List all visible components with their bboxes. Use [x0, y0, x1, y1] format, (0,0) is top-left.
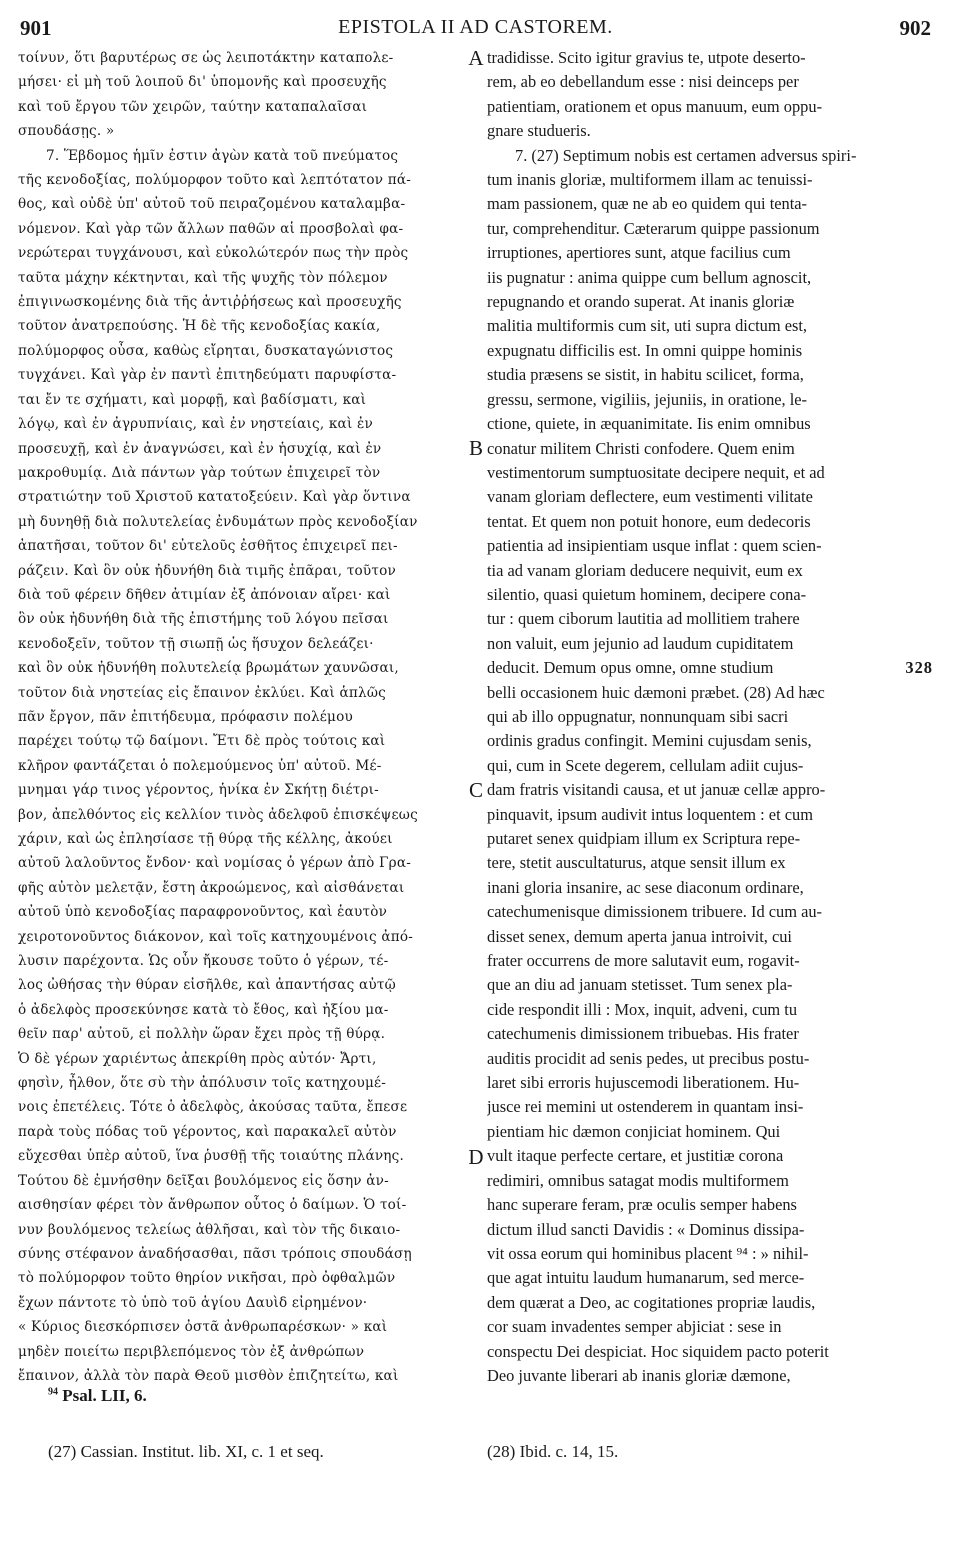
- latin-text-line: qui ab illo oppugnatur, nonnunquam sibi sacri: [487, 706, 789, 726]
- greek-text-line: παρὰ τοὺς πόδας τοῦ γέροντος, καὶ παρακαλεῖ αὐτὸν: [18, 1123, 397, 1140]
- greek-text-line: διὰ τοῦ φέρειν δῆθεν ἀτιμίαν ἐξ ἀπόνοιαν αἴρει· καὶ: [18, 586, 391, 603]
- latin-text-line: jusce rei memini ut ostenderem in quantam insi-: [487, 1097, 804, 1117]
- latin-text-line: redimiri, omnibus satagat modis multiformem: [487, 1170, 789, 1190]
- footnote-94-text: Psal. LII, 6.: [62, 1386, 147, 1405]
- greek-text-line: σπουδάσῃς. »: [18, 123, 115, 140]
- latin-text-line: frater occurrens de more salutavit eum, rogavit-: [487, 951, 800, 971]
- greek-text-line: ἀπατῆσαι, τοῦτον δι' εὐτελοῦς ἐσθῆτος ἐπιχειρεῖ πει-: [18, 538, 398, 555]
- latin-text-line: cide respondit illi : Mox, inquit, adveni, cum tu: [487, 999, 798, 1019]
- greek-text-line: μὴ δυνηθῇ διὰ πολυτελείας ἐνδυμάτων πρὸς κενοδοξίαν: [18, 513, 418, 530]
- latin-text-line: gnare studueris.: [487, 121, 591, 141]
- column-marker-number: 328: [905, 658, 933, 678]
- greek-text-line: χάριν, καὶ ὡς ἐπλησίασε τῇ θύρᾳ τῆς κέλλης, ἀκούει: [18, 831, 393, 847]
- latin-text-line: vult itaque perfecte certare, et justitiæ corona: [487, 1146, 784, 1166]
- latin-text-line: vestimentorum sumptuositate decipere nequit, et ad: [487, 462, 825, 482]
- latin-text-line: repugnando et orando superat. At inanis gloriæ: [487, 292, 795, 312]
- latin-text-line: rem, ab eo debellandum esse : nisi deinceps per: [487, 72, 799, 92]
- greek-text-line: τοῦτον διὰ νηστείας εἰς ἔπαινον ἐκλύει. Καὶ ἁπλῶς: [18, 684, 386, 701]
- greek-text-line: Ὁ δὲ γέρων χαριέντως ἀπεκρίθη πρὸς αὐτόν· Ἄρτι,: [18, 1050, 377, 1067]
- greek-text-line: ται ἔν τε σχήματι, καὶ μορφῇ, καὶ βαδίσματι, καὶ: [18, 391, 367, 408]
- latin-text-line: tur, comprehenditur. Cæterarum quippe passionum: [487, 218, 820, 238]
- greek-text-line: θος, καὶ οὐδὲ ὑπ' αὐτοῦ τοῦ πειραζομένου καταλαμβα-: [18, 196, 406, 213]
- latin-text-column: [487, 46, 935, 1388]
- latin-text-line: inani gloria insanire, ac sese diaconum ordinare,: [487, 877, 804, 897]
- greek-text-line: τῆς κενοδοξίας, πολύμορφον τοῦτο καὶ λεπτότατον πά-: [18, 172, 412, 189]
- footnote-28: (28) Ibid. c. 14, 15.: [487, 1442, 619, 1461]
- greek-text-line: Τούτου δὲ ἐμνήσθην δεῖξαι βουλόμενος εἰς ὅσην ἀν-: [18, 1172, 389, 1189]
- greek-text-line: αὐτοῦ λαλοῦντος ἔνδον· καὶ νομίσας ὁ γέρων ἀπὸ Γρα-: [18, 855, 412, 872]
- latin-text-line: studia præsens se sistit, in habitu scilicet, forma,: [487, 365, 804, 385]
- latin-text-line: vit ossa eorum qui hominibus placent ⁹⁴ : » nihil-: [487, 1243, 809, 1263]
- greek-text-line: σύνης στέφανον ἀναδήσασθαι, πᾶσι τρόποις σπουδάσῃ: [18, 1245, 412, 1262]
- latin-text-line: Deo juvante liberari ab inanis gloriæ dæmone,: [487, 1365, 791, 1385]
- latin-text-line: conatur militem Christi confodere. Quem enim: [487, 438, 795, 458]
- greek-text-line: τοῦτον ἀνατρεπούσης. Ἡ δὲ τῆς κενοδοξίας κακία,: [18, 318, 381, 335]
- greek-text-line: πᾶν ἔργον, πᾶν ἐπιτήδευμα, πρόφασιν πολέμου: [18, 708, 353, 725]
- greek-text-line: τὸ πολύμορφον τοῦτο θηρίον νικῆσαι, πρὸ ὀφθαλμῶν: [18, 1270, 396, 1287]
- latin-text-line: auditis procidit ad senis pedes, ut precibus postu-: [487, 1048, 810, 1068]
- greek-text-line: ράζειν. Καὶ ὃν οὐκ ἠδυνήθη διὰ τιμῆς ἐπᾶραι, τοῦτον: [18, 562, 396, 579]
- latin-text-line: dem quærat a Deo, ac cogitationes propriæ laudis,: [487, 1292, 816, 1312]
- latin-text-line: patientiam, orationem et opus manuum, eum oppu-: [487, 96, 823, 116]
- latin-text-line: iis pugnatur : anima quippe cum bellum agnoscit,: [487, 267, 812, 287]
- margin-letter-d: D: [468, 1145, 484, 1169]
- greek-text-line: ἔχων πάντοτε τὸ ὑπὸ τοῦ ἁγίου Δαυὶδ εἰρημένον·: [18, 1294, 368, 1311]
- greek-text-line: θεῖν παρ' αὐτοῦ, εἰ πολλὴν ὥραν ἔχει πρὸς τῇ θύρᾳ.: [18, 1026, 386, 1043]
- greek-text-line: λόγῳ, καὶ ἐν ἀγρυπνίαις, καὶ ἐν νηστείαις, καὶ ἐν: [18, 416, 373, 433]
- latin-text-line: dam fratris visitandi causa, et ut januæ cellæ appro-: [487, 780, 826, 800]
- latin-text-line: catechumenis dimissionem tribuebas. His frater: [487, 1024, 799, 1044]
- greek-text-line: εὔχεσθαι ὑπὲρ αὐτοῦ, ἵνα ῥυσθῇ τῆς τοιαύτης πλάνης.: [18, 1148, 404, 1165]
- latin-text-line: expugnatu difficilis est. In omni quippe hominis: [487, 340, 803, 360]
- footnote-27: (27) Cassian. Institut. lib. XI, c. 1 et seq.: [48, 1442, 324, 1461]
- latin-text-line: ctione, quiete, in æquanimitate. Iis enim omnibus: [487, 414, 811, 434]
- latin-text-line: deducit. Demum opus omne, omne studium 328: [487, 656, 935, 680]
- footnote-94-mark: 94: [48, 1386, 58, 1398]
- greek-text-line: « Κύριος διεσκόρπισεν ὀστᾶ ἀνθρωπαρέσκων· » καὶ: [18, 1319, 388, 1336]
- latin-text-line: ordinis gradus confingit. Memini cujusdam senis,: [487, 731, 812, 751]
- greek-text-line: λυσιν παρέχοντα. Ὡς οὖν ἤκουσε τοῦτο ὁ γέρων, τέ-: [18, 953, 389, 970]
- greek-text-line: μνημαι γάρ τινος γέροντος, ἡνίκα ἐν Σκήτῃ διέτρι-: [18, 782, 379, 799]
- page-header: [20, 10, 931, 44]
- greek-text-line: αὐτοῦ ὑπὸ κενοδοξίας παραφρονοῦντος, καὶ ἑαυτὸν: [18, 904, 388, 921]
- greek-text-line: καὶ τοῦ ἔργου τῶν χειρῶν, ταύτην καταπαλαῖσαι: [18, 98, 368, 115]
- latin-text-line: cor suam invadentes semper abjiciat : sese in: [487, 1317, 782, 1337]
- greek-text-line: κλῆρον φαντάζεται ὁ πολεμούμενος ὑπ' αὐτοῦ. Μέ-: [18, 757, 382, 774]
- page-number-right: 902: [899, 16, 931, 40]
- greek-text-line: ταῦτα μάχην κέκτηνται, καὶ τῆς ψυχῆς τὸν πόλεμον: [18, 269, 388, 286]
- greek-text-column: [18, 46, 462, 1388]
- greek-text-line: προσευχῇ, καὶ ἐν ἀναγνώσει, καὶ ἐν ἡσυχίᾳ, καὶ ἐν: [18, 440, 382, 457]
- latin-text-line: conspectu Dei despiciat. Hoc siquidem pacto poterit: [487, 1341, 829, 1361]
- latin-text-line: catechumenisque dimissionem tribuere. Id cum au-: [487, 902, 822, 922]
- latin-text-line: gressu, sermone, vigiliis, jejuniis, in oratione, le-: [487, 389, 808, 409]
- greek-text-line: 7. Ἕβδομος ἡμῖν ἐστιν ἀγὼν κατὰ τοῦ πνεύματος: [46, 147, 399, 164]
- greek-text-line: τυγχάνει. Καὶ γὰρ ἐν παντὶ ἐπιτηδεύματι παρυφίστα-: [18, 367, 397, 384]
- latin-text-line: silentio, quasi quietum hominem, decipere cona-: [487, 584, 807, 604]
- greek-text-line: ὁ ἀδελφὸς προσεκύνησε κατὰ τὸ ἔθος, καὶ ἠξίου μα-: [18, 1001, 389, 1018]
- greek-text-line: νερώτεραι τυγχάνουσι, καὶ εὐκολώτερόν πως τὴν πρὸς: [18, 245, 409, 262]
- latin-text-line: putaret senex quidpiam illum ex Scriptura repe-: [487, 829, 801, 848]
- latin-text-line: vanam gloriam deflectere, eum vestimenti vilitate: [487, 487, 813, 507]
- latin-text-line: tum inanis gloriæ, multiformem illam ac tenuissi-: [487, 170, 813, 190]
- greek-text-line: λος ὠθήσας τὴν θύραν εἰσῆλθε, καὶ ἀπαντήσας αὐτῷ: [18, 977, 396, 994]
- latin-text-line: dictum illud sancti Davidis : « Dominus dissipa-: [487, 1219, 805, 1239]
- greek-text-line: τοίνυν, ὅτι βαρυτέρως σε ὡς λειποτάκτην καταπολε-: [18, 50, 394, 66]
- latin-text-line: pientiam hic dæmon conjiciat hominem. Qui: [487, 1121, 781, 1141]
- greek-text-line: μήσει· εἰ μὴ τοῦ λοιποῦ δι' ὑπομονῆς καὶ προσευχῆς: [18, 74, 387, 91]
- latin-text-line: irruptiones, apertiores sunt, atque facilius cum: [487, 243, 791, 263]
- greek-text-line: φησὶν, ἦλθον, ὅτε σὺ τὴν ἀπόλυσιν τοῖς κατηχουμέ-: [18, 1075, 387, 1092]
- latin-text-line: pinquavit, ipsum audivit intus loquentem : et cum: [487, 804, 813, 824]
- greek-text-line: νόμενον. Καὶ γὰρ τῶν ἄλλων παθῶν αἱ προσβολαὶ φα-: [18, 220, 404, 237]
- footnote-94: [48, 1386, 147, 1406]
- latin-text-line: tentat. Et quem non potuit honore, eum dedecoris: [487, 511, 811, 531]
- greek-text-line: πολύμορφος οὖσα, καθὼς εἴρηται, δυσκαταγώνιστος: [18, 342, 394, 359]
- margin-letter-b: B: [468, 436, 483, 460]
- greek-text-line: νοις ἐπετέλεις. Τότε ὁ ἀδελφὸς, ἀκούσας ταῦτα, ἔπεσε: [18, 1099, 408, 1116]
- latin-text-line: que an diu ad januam stetisset. Tum senex pla-: [487, 975, 793, 995]
- greek-text-line: χειροτονοῦντος διάκονον, καὶ τοῖς κατηχουμένοις ἀπό-: [18, 928, 414, 945]
- latin-text-line: tur : quem ciborum lautitia ad mollitiem trahere: [487, 609, 800, 629]
- latin-text-line: 7. (27) Septimum nobis est certamen adversus spiri-: [515, 145, 857, 165]
- latin-text-line: non valuit, eum jejunio ad laudum cupiditatem: [487, 633, 794, 653]
- greek-text-line: παρέχει τούτῳ τῷ δαίμονι. Ἔτι δὲ πρὸς τούτοις καὶ: [18, 733, 386, 750]
- margin-letter-a: A: [468, 46, 484, 70]
- greek-text-line: ἐπιγινωσκομένης διὰ τῆς ἀντιῤῥήσεως καὶ προσευχῆς: [18, 294, 402, 311]
- greek-text-line: ἔπαινον, ἀλλὰ τὸν παρὰ Θεοῦ μισθὸν ἐπιζητείτω, καὶ: [18, 1367, 399, 1384]
- latin-text-line: tere, stetit auscultaturus, atque sensit illum ex: [487, 853, 786, 873]
- margin-letter-c: C: [468, 778, 483, 802]
- greek-text-line: αισθησίαν φέρει τὸν ἄνθρωπον οὗτος ὁ δαίμων. Ὁ τοί-: [18, 1197, 407, 1214]
- greek-text-line: φῆς αὐτὸν μελετᾷν, ἔστη ἀκροώμενος, καὶ αἰσθάνεται: [18, 879, 405, 896]
- greek-text-line: ὃν οὐκ ἠδυνήθη διὰ τῆς ἐπιστήμης τοῦ λόγου πεῖσαι: [18, 611, 389, 628]
- greek-text-line: μακροθυμίᾳ. Διὰ πάντων γὰρ τούτων ἐπιχειρεῖ τὸν: [18, 464, 381, 481]
- latin-text-line: qui, cum in Scete degerem, cellulam adiit cujus-: [487, 755, 804, 775]
- latin-text-line: patientia ad insipientiam usque inflat : quem scien-: [487, 536, 822, 556]
- latin-text-line: hanc superare feram, præ oculis semper habens: [487, 1195, 797, 1215]
- greek-text-line: νυν βουλόμενος τελείως ἀθλῆσαι, καὶ τὸν τῆς δικαιο-: [18, 1221, 401, 1238]
- latin-text-line: mam passionem, quæ ne ab eo quidem qui tenta-: [487, 194, 808, 214]
- greek-text-line: μηδὲν ποιείτω περιβλεπόμενος τὸν ἐξ ἀνθρώπων: [18, 1343, 365, 1360]
- greek-text-line: βον, ἀπελθόντος εἰς κελλίον τινὸς ἀδελφοῦ ἐπισκέψεως: [18, 806, 418, 823]
- latin-text-line: tradidisse. Scito igitur gravius te, utpote deserto-: [487, 48, 806, 67]
- greek-text-line: στρατιώτην τοῦ Χριστοῦ κατατοξεύειν. Καὶ γὰρ ὅντινα: [18, 489, 411, 506]
- page-number-left: 901: [20, 16, 52, 40]
- latin-text-line: belli occasionem huic dæmoni præbet. (28) Ad hæc: [487, 682, 825, 702]
- latin-text-line: laret sibi erroris hujuscemodi liberationem. Hu-: [487, 1073, 800, 1093]
- greek-text-line: καὶ ὃν οὐκ ἠδυνήθη πολυτελείᾳ βρωμάτων χαυνῶσαι,: [18, 660, 399, 677]
- latin-text-line: que agat intuitu laudum humanarum, sed merce-: [487, 1268, 805, 1288]
- latin-text-line: disset senex, demum aperta janua introivit, cui: [487, 926, 792, 946]
- latin-text-line: tia ad vanam gloriam deducere nequivit, eum ex: [487, 560, 803, 580]
- greek-text-line: κενοδοξεῖν, τοῦτον τῇ σιωπῇ ὡς ἥσυχον δελεάζει·: [18, 635, 374, 652]
- latin-text-line: malitia multiformis cum sit, uti supra dictum est,: [487, 316, 808, 336]
- running-title: EPISTOLA II AD CASTOREM.: [338, 16, 613, 38]
